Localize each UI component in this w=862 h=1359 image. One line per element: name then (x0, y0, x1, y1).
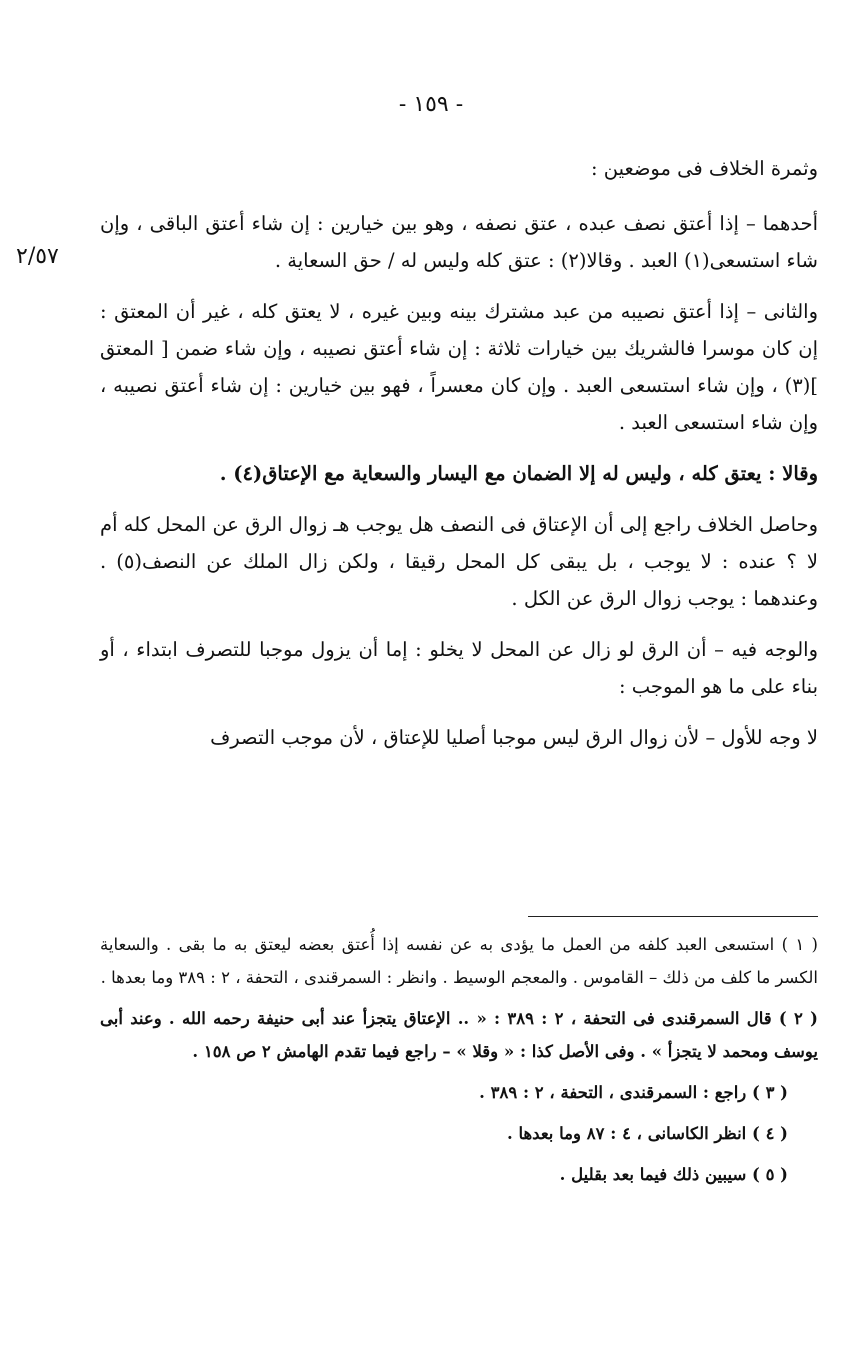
paragraph-reasoning: والوجه فيه – أن الرق لو زال عن المحل لا يخلو : إما أن يزول موجبا للتصرف ابتداء ، أو بناء على ما هو الموجب : (100, 638, 818, 698)
footnotes (100, 928, 818, 1199)
footnote-1: ( ١ ) استسعى العبد كلفه من العمل ما يؤدى به عن نفسه إذا أُعتق بعضه ليعتق به ما بقى . والسعاية الكسر ما كلف من ذلك – القاموس . والمعجم الوسيط . وانظر : السمرقندى ، التحفة ، ٢ : ٣٨٩ وما بعدها . (100, 935, 818, 987)
margin-reference: ٢/٥٧ (16, 244, 59, 269)
paragraph-second-case: والثانى – إذا أعتق نصيبه من عبد مشترك بينه وبين غيره ، لا يعتق كله ، غير أن المعتق : إن كان موسرا فالشريك بين خيارات ثلاثة : إن شاء أعتق نصيبه ، وإن شاء ضمن [ المعتق ](٣) ، وإن شاء استسعى العبد . وإن كان معسراً ، فهو بين خيارين : إن شاء أعتق نصيبه ، وإن شاء استسعى العبد . (100, 300, 818, 434)
paragraph-summary: وحاصل الخلاف راجع إلى أن الإعتاق فى النصف هل يوجب هـ زوال الرق عن المحل كله أم لا ؟ عنده : لا يوجب ، بل يبقى كل المحل رقيقا ، ولكن زال الملك عن النصف(٥) . وعندهما : يوجب زوال الرق عن الكل . (100, 513, 819, 610)
footnote-separator (528, 916, 818, 917)
footnote-4: ( ٤ ) انظر الكاسانى ، ٤ : ٨٧ وما بعدها . (506, 1124, 788, 1143)
paragraph-first-case: أحدهما – إذا أعتق نصف عبده ، عتق نصفه ، وهو بين خيارين : إن شاء أعتق الباقى ، وإن شاء استسعى(١) العبد . وقالا(٢) : عتق كله وليس له / حق السعاية . (100, 212, 818, 272)
paragraph-first-aspect: لا وجه للأول – لأن زوال الرق ليس موجبا أصليا للإعتاق ، لأن موجب التصرف (210, 726, 818, 749)
paragraph-heading: وثمرة الخلاف فى موضعين : (590, 157, 818, 180)
footnote-5: ( ٥ ) سيبين ذلك فيما بعد بقليل . (559, 1165, 788, 1184)
body-text (100, 150, 818, 770)
footnote-3: ( ٣ ) راجع : السمرقندى ، التحفة ، ٢ : ٣٨٩ . (479, 1083, 788, 1102)
page-number: - ١٥٩ - (398, 92, 464, 117)
footnote-2: ( ٢ ) قال السمرقندى فى التحفة ، ٢ : ٣٨٩ : « .. الإعتاق يتجزأ عند أبى حنيفة رحمه الله . وعند أبى يوسف ومحمد لا يتجزأ » . وفى الأصل كذا : « وقلا » – راجع فيما تقدم الهامش ٢ ص ١٥٨ . (100, 1009, 818, 1061)
paragraph-companions-view: وقالا : يعتق كله ، وليس له إلا الضمان مع اليسار والسعاية مع الإعتاق(٤) . (219, 462, 818, 485)
